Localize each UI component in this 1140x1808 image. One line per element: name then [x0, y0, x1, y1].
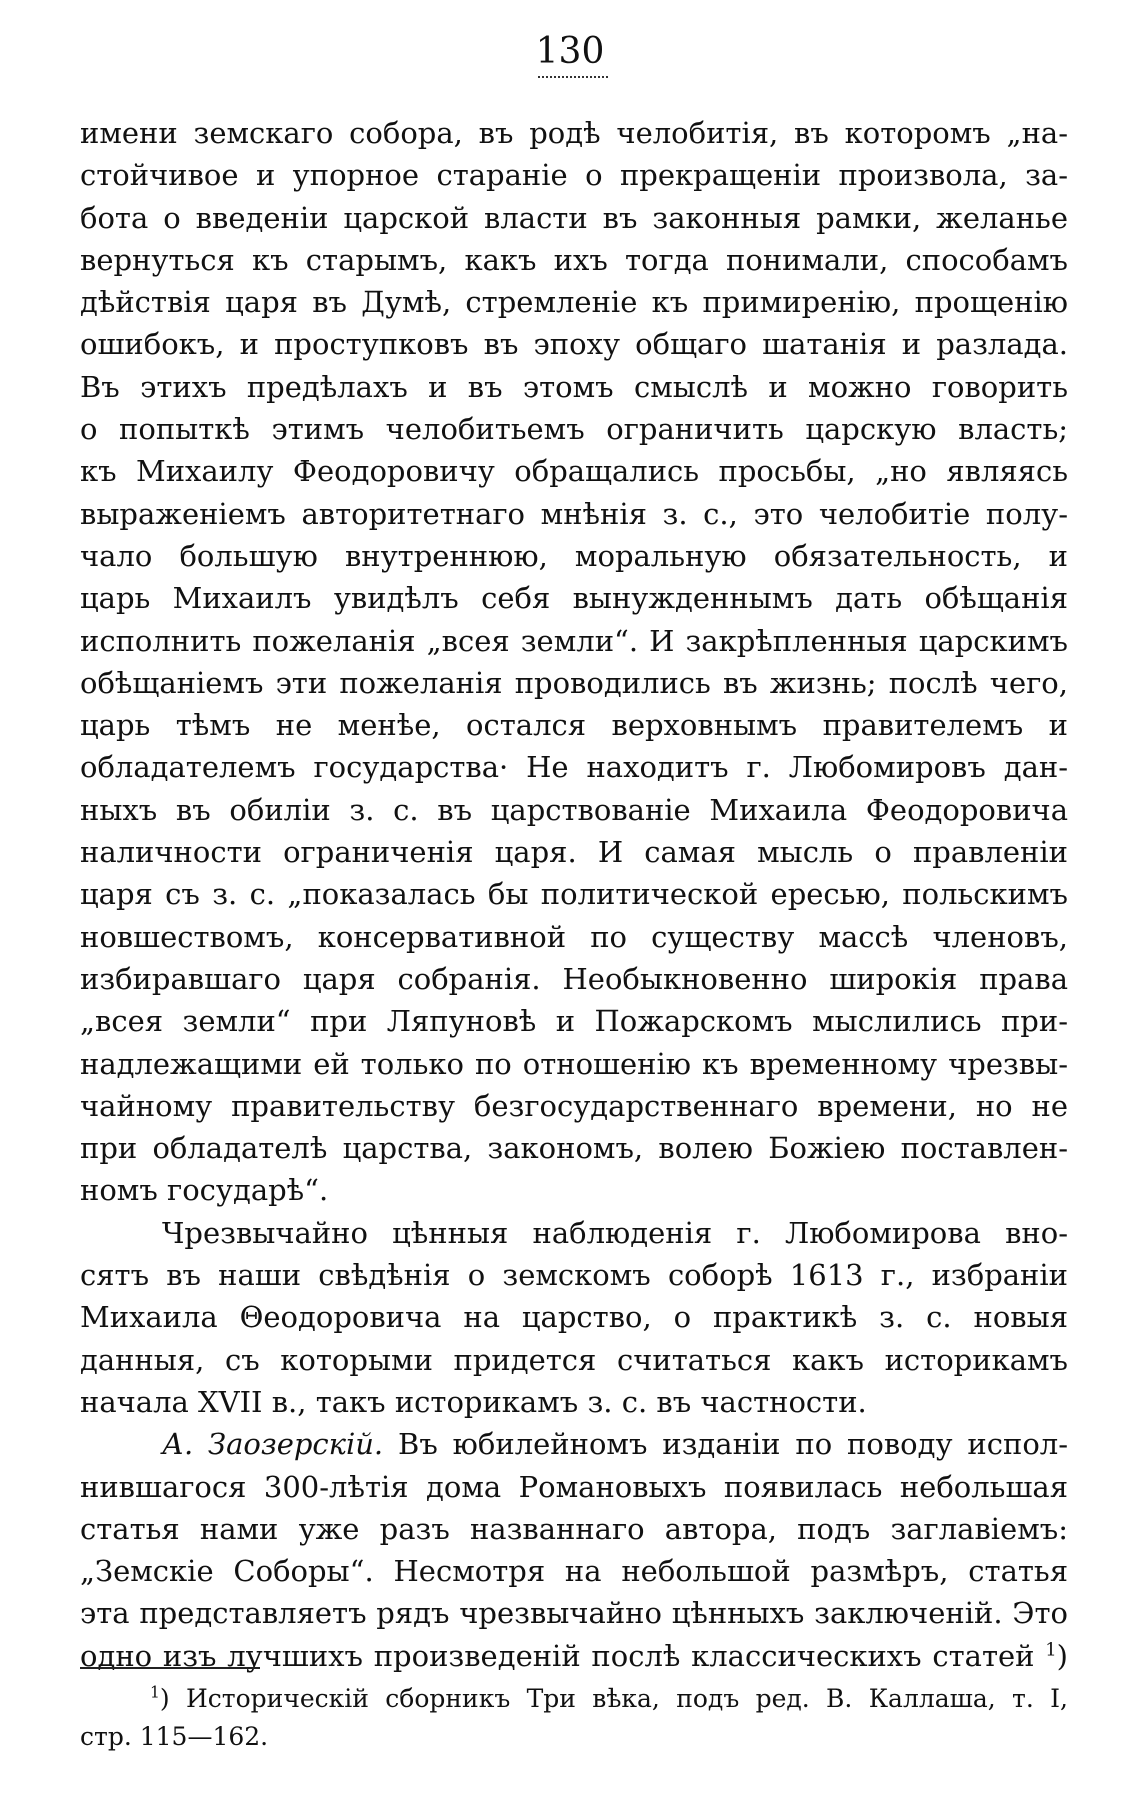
author-name: А. Заозерскій.	[162, 1427, 384, 1462]
page-number: 130	[535, 31, 605, 72]
text-line: статья нами уже разъ названнаго автора, подъ заглавіемъ:	[80, 1511, 1068, 1546]
text-line: наличности ограниченія царя. И самая мысль о правленіи	[80, 835, 1068, 870]
text-line: царь Михаилъ увидѣлъ себя вынужденнымъ дать обѣщанія	[80, 581, 1068, 616]
footnote-text: ) Историческій сборникъ Три вѣка, подъ ред. В. Каллаша, т. I,	[159, 1684, 1068, 1713]
text-line: Въ этихъ предѣлахъ и въ этомъ смыслѣ и можно говорить	[80, 369, 1068, 404]
text-line: ошибокъ, и проступковъ въ эпоху общаго шатанія и разлада.	[80, 327, 1068, 362]
body-text	[80, 112, 1068, 1677]
text-line: избиравшаго царя собранія. Необыкновенно широкія права	[80, 961, 1068, 996]
text-line: „Земскіе Соборы“. Несмотря на небольшой размѣръ, статья	[80, 1554, 1068, 1589]
text-line: ныхъ въ обиліи з. с. въ царствованіе Михаила Феодоровича	[80, 792, 1068, 827]
footnote-divider	[80, 1667, 260, 1669]
text-line: новшествомъ, консервативной по существу массѣ членовъ,	[80, 919, 1068, 954]
footnote-line	[80, 1680, 1068, 1718]
text-line: чайному правительству безгосударственнаго времени, но не	[80, 1088, 1068, 1123]
text-line	[80, 1423, 1068, 1465]
text-line: обѣщаніемъ эти пожеланія проводились въ жизнь; послѣ чего,	[80, 665, 1068, 700]
text-line: сятъ въ наши свѣдѣнія о земскомъ соборѣ 1613 г., избраніи	[80, 1258, 1068, 1293]
text-line: къ Михаилу Феодоровичу обращались просьбы, „но являясь	[80, 454, 1068, 489]
text-line: при обладателѣ царства, закономъ, волею Божіею поставлен-	[80, 1131, 1068, 1166]
text-segment: )	[1056, 1638, 1068, 1673]
text-line: вернуться къ старымъ, какъ ихъ тогда понимали, способамъ	[80, 242, 1068, 277]
text-line: Чрезвычайно цѣнныя наблюденія г. Любомирова вно-	[162, 1215, 1068, 1250]
page-number-underline	[538, 76, 608, 78]
text-line: номъ государѣ“.	[80, 1173, 329, 1208]
text-line: начала XVII в., такъ историкамъ з. с. въ частности.	[80, 1384, 867, 1419]
text-line: стойчивое и упорное стараніе о прекращеніи произвола, за-	[80, 158, 1068, 193]
text-line: обладателемъ государства· Не находитъ г. Любомировъ дан-	[80, 750, 1068, 785]
text-line	[80, 1635, 1068, 1677]
text-line: царя съ з. с. „показалась бы политической ересью, польскимъ	[80, 877, 1068, 912]
footnote-reference: 1	[1045, 1639, 1057, 1661]
text-line: надлежащими ей только по отношенію къ временному чрезвы-	[80, 1046, 1068, 1081]
text-line: дѣйствія царя въ Думѣ, стремленіе къ примиренію, прощенію	[80, 285, 1068, 320]
footnotes	[80, 1680, 1068, 1756]
text-line: эта представляетъ рядъ чрезвычайно цѣнныхъ заключеній. Это	[80, 1596, 1068, 1631]
text-line: данныя, съ которыми придется считаться какъ историкамъ	[80, 1342, 1068, 1377]
text-line: имени земскаго собора, въ родѣ челобитія, въ которомъ „на-	[80, 116, 1068, 150]
text-line: нившагося 300-лѣтія дома Романовыхъ появилась небольшая	[80, 1469, 1068, 1504]
text-segment: Въ юбилейномъ изданіи по поводу испол-	[383, 1427, 1068, 1462]
text-segment: одно изъ лучшихъ произведеній послѣ классическихъ статей	[80, 1638, 1046, 1673]
text-line: царь тѣмъ не менѣе, остался верховнымъ правителемъ и	[80, 708, 1068, 743]
text-line: о попыткѣ этимъ челобитьемъ ограничить царскую власть;	[80, 412, 1068, 447]
footnote-line: стр. 115—162.	[80, 1722, 269, 1751]
text-line: „всея земли“ при Ляпуновѣ и Пожарскомъ мыслились при-	[80, 1004, 1068, 1039]
text-line: бота о введеніи царской власти въ законныя рамки, желанье	[80, 200, 1068, 235]
text-line: чало большую внутреннюю, моральную обязательность, и	[80, 538, 1068, 573]
text-line: исполнить пожеланія „всея земли“. И закрѣпленныя царскимъ	[80, 623, 1068, 658]
text-line: выраженіемъ авторитетнаго мнѣнія з. с., это челобитіе полу-	[80, 496, 1068, 531]
footnote-marker: 1	[150, 1683, 160, 1702]
text-line: Михаила Θеодоровича на царство, о практикѣ з. с. новыя	[80, 1300, 1068, 1335]
